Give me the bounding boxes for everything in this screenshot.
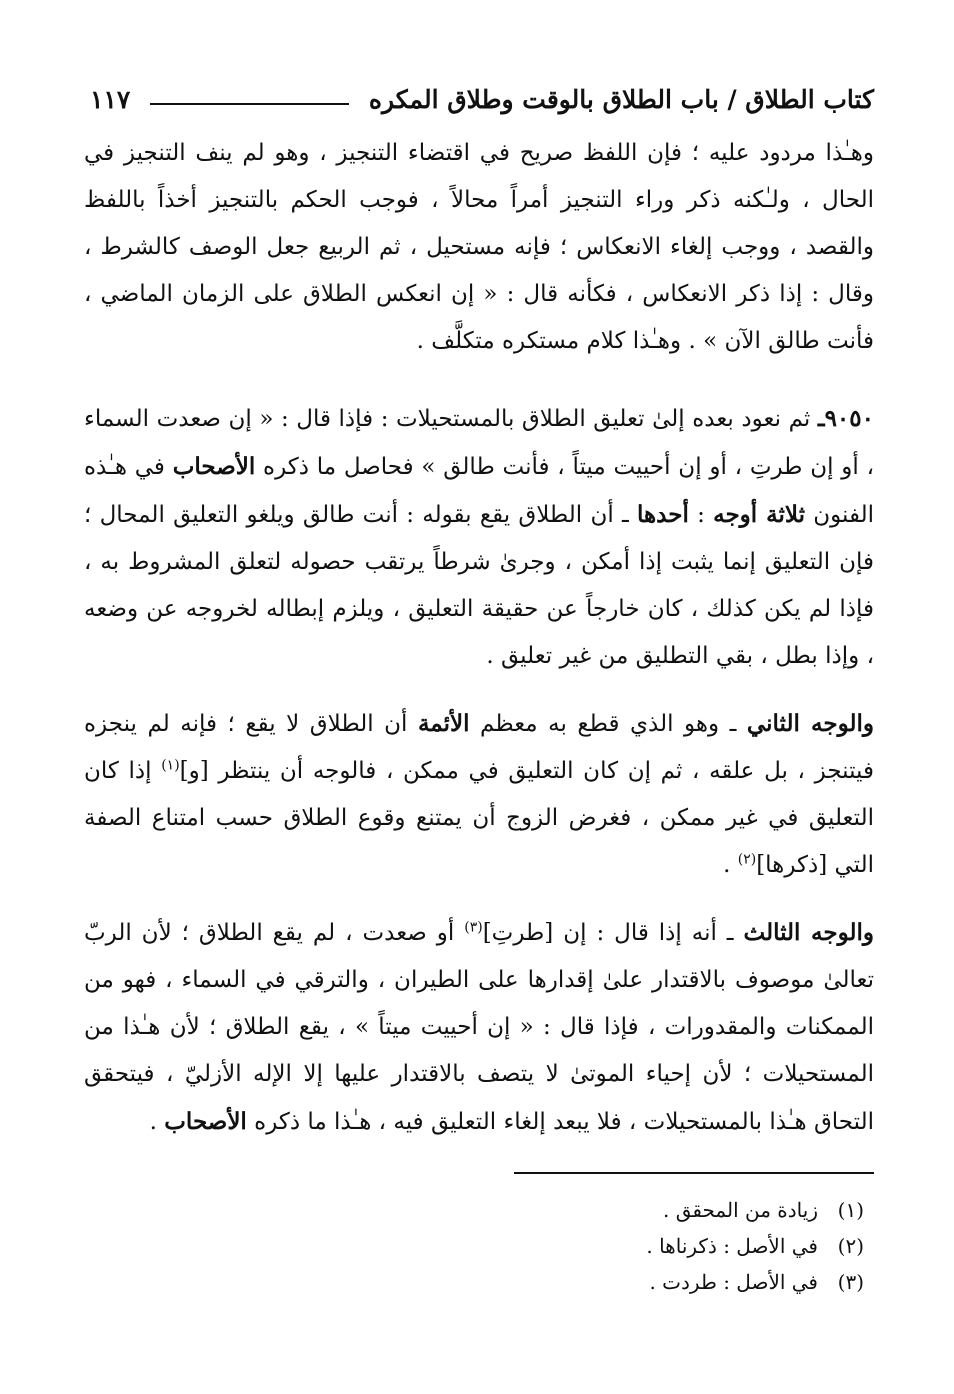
bold-term-ashab: الأصحاب	[172, 453, 256, 480]
footnote-2-number: (٢)	[837, 1234, 864, 1258]
paragraph-4-text-c: .	[149, 1109, 165, 1135]
paragraph-4	[84, 909, 874, 1146]
paragraph-3-text-c: إذا كان التعليق في غير ممكن ، فغرض الزوج أن يمتنع وقوع الطلاق حسب امتناع الصفة التي [ذكرها]	[84, 758, 874, 878]
bold-term-first: أحدها	[637, 501, 689, 528]
paragraph-3-text-b: أن الطلاق لا يقع ؛ فإنه لم ينجزه فيتنجز ، بل علقه ، ثم إن كان التعليق في ممكن ، فالوجه أن ينتظر [و]	[84, 711, 874, 784]
bold-term-three-views: ثلاثة أوجه	[713, 501, 805, 528]
paragraph-4-text-b: أو صعدت ، لم يقع الطلاق ؛ لأن الربّ تعالىٰ موصوف بالاقتدار علىٰ إقدارها على الطيران ، والترقي في السماء ، فهو من الممكنات والمقدورات ، فإذا قال : « إن أحييت ميتاً » ، يقع الطلاق ؛ لأن هـٰذا من المستحيلات ؛ لأن إحياء الموتىٰ لا يتصف بالاقتدار عليها إلا الإله الأزليّ ، فيتحقق التحاق هـٰذا بالمستحيلات ، فلا يبعد إلغاء التعليق فيه ، هـٰذا ما ذكره	[84, 920, 874, 1135]
header-rule	[150, 103, 349, 105]
paragraph-1-text: وهـٰذا مردود عليه ؛ فإن اللفظ صريح في اقتضاء التنجيز ، وهو لم ينف التنجيز في الحال ، ولـٰكنه ذكر وراء التنجيز أمراً محالاً ، فوجب الحكم بالتنجيز أخذاً باللفظ والقصد ، ووجب إلغاء الانعكاس ؛ فإنه مستحيل ، ثم الربيع جعل الوصف كالشرط ، وقال : إذا ذكر الانعكاس ، فكأنه قال : « إن انعكس الطلاق على الزمان الماضي ، فأنت طالق الآن » . وهـٰذا كلام مستكره متكلَّف .	[84, 140, 874, 354]
paragraph-3	[84, 700, 874, 889]
bold-term-third-view: والوجه الثالث	[743, 919, 874, 946]
footnote-1	[84, 1192, 864, 1228]
paragraph-2-text-e: ـ أن الطلاق يقع بقوله : أنت طالق ويلغو التعليق المحال ؛ فإن التعليق إنما يثبت إذا أمكن ، وجرىٰ شرطاً يرتقب حصوله لتعلق المشروط به ، فإذا لم يكن كذلك ، كان خارجاً عن حقيقة التعليق ، ويلزم إبطاله لخروجه عن وضعه ، وإذا بطل ، بقي التطليق من غير تعليق .	[84, 502, 874, 669]
paragraph-4-text-a: ـ أنه إذا قال : إن [طرتِ]	[482, 920, 744, 946]
footnote-2-text: في الأصل : ذكرناها .	[646, 1234, 818, 1258]
footnote-ref-1[interactable]: (١)	[161, 757, 180, 774]
header-title: كتاب الطلاق / باب الطلاق بالوقت وطلاق المكره	[368, 84, 874, 114]
footnote-3-text: في الأصل : طردت .	[649, 1270, 818, 1294]
footnote-3-number: (٣)	[837, 1270, 864, 1294]
bold-term-imams: الأئمة	[417, 710, 470, 737]
paragraph-2-text-a: ثم نعود بعده إلىٰ تعليق الطلاق بالمستحيلات : فإذا قال : « إن صعدت السماء ، أو إن طرتِ ، أو إن أحييت ميتاً ، فأنت طالق » فحاصل ما ذكره	[84, 406, 874, 480]
bold-term-ashab-2: الأصحاب	[164, 1108, 247, 1135]
footnote-1-number: (١)	[837, 1198, 864, 1222]
paragraph-3-text-a: ـ وهو الذي قطع به معظم	[469, 711, 747, 737]
footnote-ref-3[interactable]: (٣)	[464, 919, 483, 936]
footnote-ref-2[interactable]: (٢)	[737, 851, 757, 868]
paragraph-1	[84, 130, 874, 365]
bold-term-second-view: والوجه الثاني	[746, 710, 874, 737]
footnote-1-text: زيادة من المحقق .	[663, 1198, 818, 1222]
paragraph-2-text-c: في هـٰذه الفنون	[84, 454, 875, 528]
issue-number: ٩٠٥٠ـ	[817, 405, 874, 432]
paragraph-3-text-d: .	[723, 852, 738, 878]
paragraph-2-text-d: :	[688, 502, 714, 528]
page-number: ١١٧	[90, 84, 131, 114]
book-page	[84, 78, 874, 1300]
paragraph-2	[84, 395, 874, 680]
running-header	[84, 78, 874, 120]
footnote-2	[84, 1228, 864, 1264]
footnotes	[84, 1192, 874, 1300]
footnote-3	[84, 1264, 864, 1300]
footnote-divider	[514, 1172, 874, 1174]
